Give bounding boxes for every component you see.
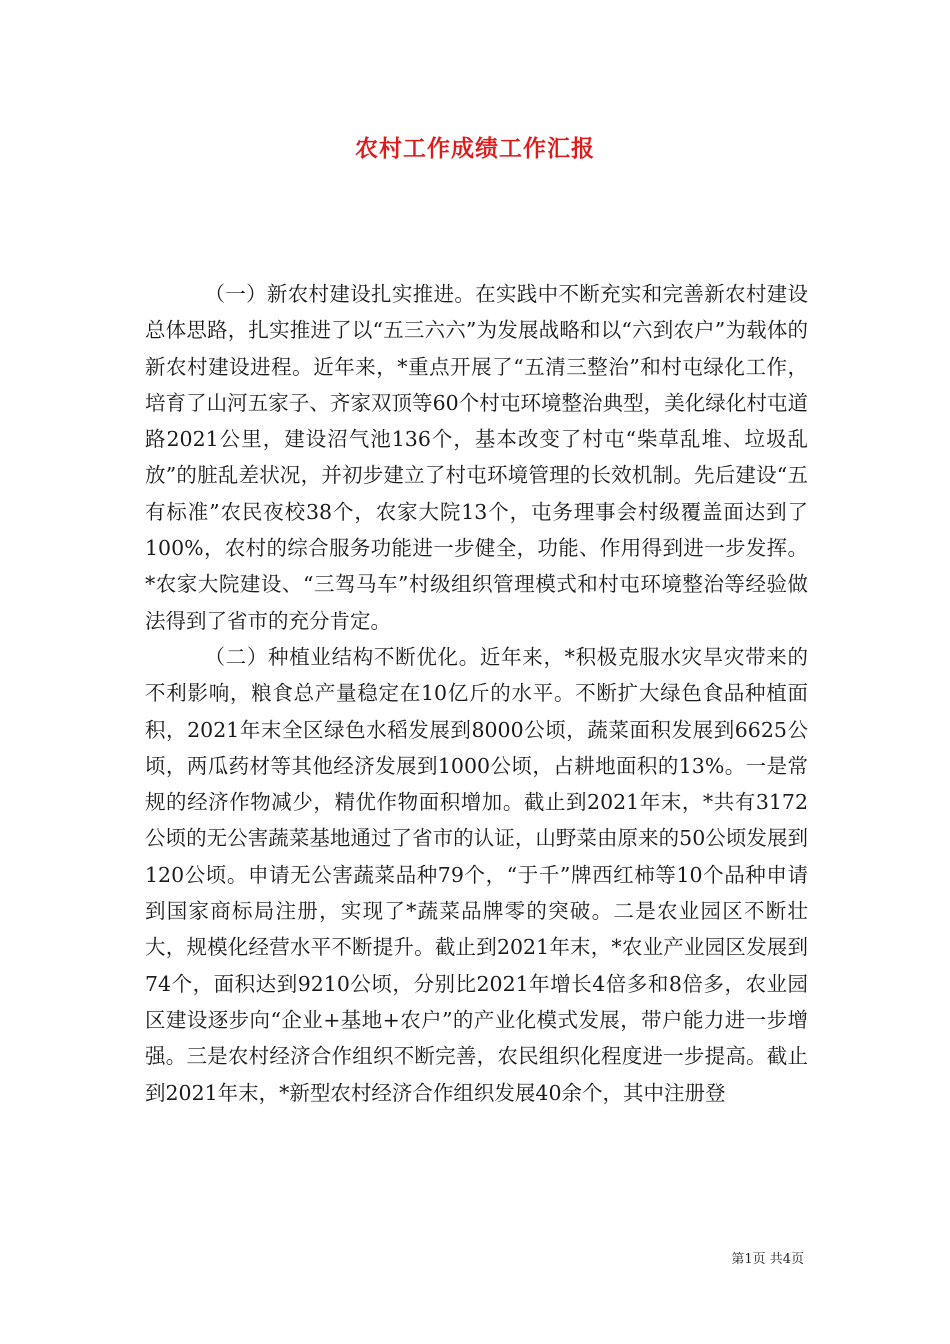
- page-number-footer: 第1页 共4页: [731, 1252, 804, 1267]
- document-title: 农村工作成绩工作汇报: [355, 135, 595, 162]
- document-body: [145, 276, 808, 1111]
- paragraph-1: （一）新农村建设扎实推进。在实践中不断充实和完善新农村建设总体思路，扎实推进了以“五三六六”为发展战略和以“六到农户”为载体的新农村建设进程。近年来，*重点开展了“五清三整治”和村屯绿化工作，培育了山河五家子、齐家双顶等60个村屯环境整治典型，美化绿化村屯道路2021公里，建设沼气池136个，基本改变了村屯“柴草乱堆、垃圾乱放”的脏乱差状况，并初步建立了村屯环境管理的长效机制。先后建设“五有标准”农民夜校38个，农家大院13个，屯务理事会村级覆盖面达到了100%，农村的综合服务功能进一步健全，功能、作用得到进一步发挥。*农家大院建设、“三驾马车”村级组织管理模式和村屯环境整治等经验做法得到了省市的充分肯定。: [145, 282, 808, 633]
- paragraph-2: （二）种植业结构不断优化。近年来，*积极克服水灾旱灾带来的不利影响，粮食总产量稳定在10亿斤的水平。不断扩大绿色食品种植面积，2021年末全区绿色水稻发展到8000公顷，蔬菜面积发展到6625公顷，两瓜药材等其他经济发展到1000公顷，占耕地面积的13%。一是常规的经济作物减少，精优作物面积增加。截止到2021年末，*共有3172公顷的无公害蔬菜基地通过了省市的认证，山野菜由原来的50公顷发展到120公顷。申请无公害蔬菜品种79个，“于千”牌西红柿等10个品种申请到国家商标局注册，实现了*蔬菜品牌零的突破。二是农业园区不断壮大，规模化经营水平不断提升。截止到2021年末，*农业产业园区发展到74个，面积达到9210公顷，分别比2021年增长4倍多和8倍多，农业园区建设逐步向“企业+基地+农户”的产业化模式发展，带户能力进一步增强。三是农村经济合作组织不断完善，农民组织化程度进一步提高。截止到2021年末，*新型农村经济合作组织发展40余个，其中注册登: [145, 644, 808, 1105]
